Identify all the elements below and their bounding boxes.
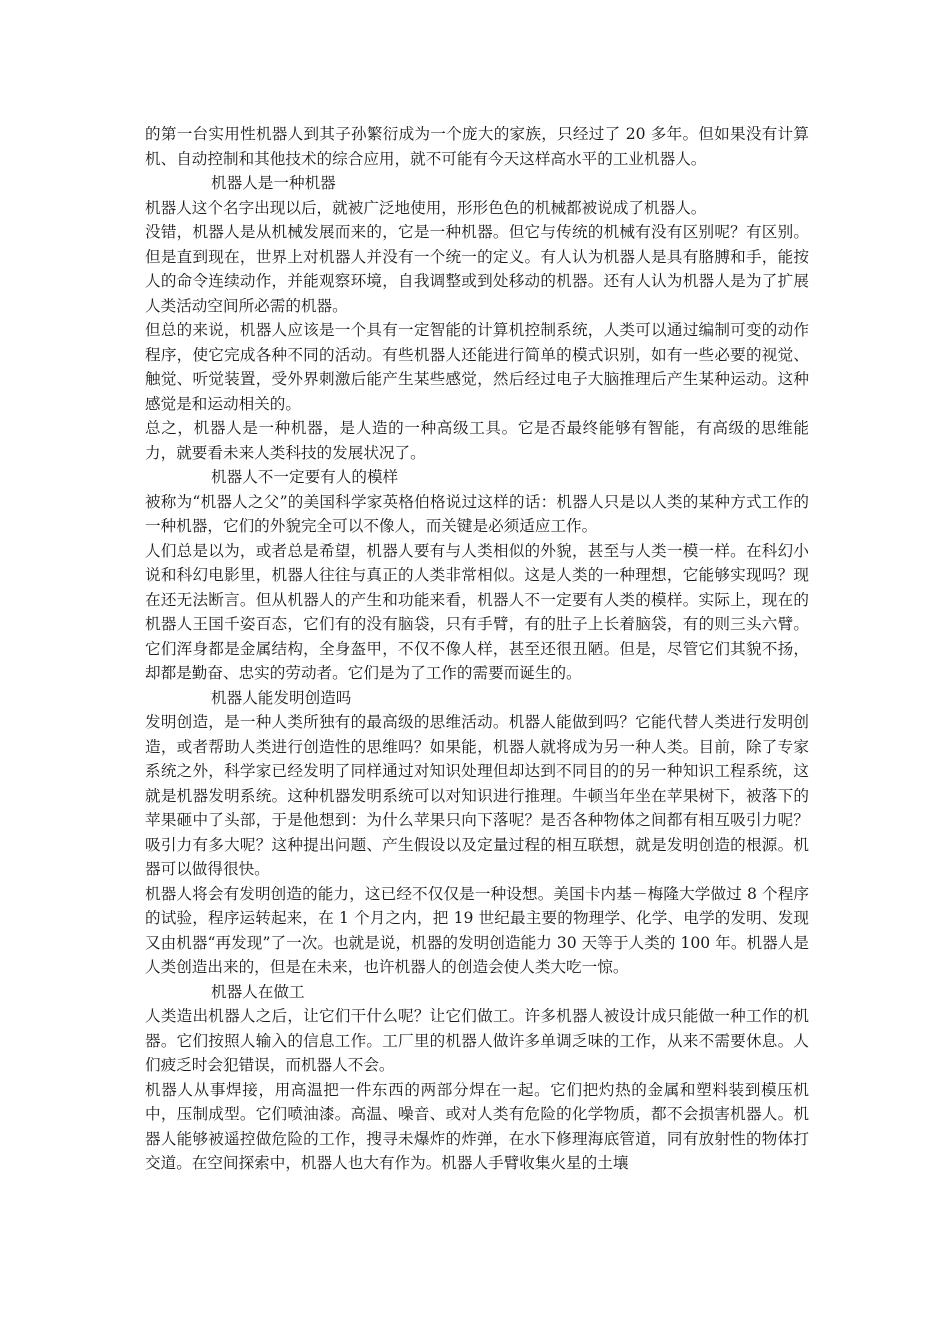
paragraph: 机器人将会有发明创造的能力，这已经不仅仅是一种设想。美国卡内基－梅隆大学做过 8 个程序的试验，程序运转起来，在 1 个月之内，把 19 世纪最主要的物理学、化学、电学的发明、发现又由机器“再发现”了一次。也就是说，机器的发明创造能力 30 天等于人类的 100 年。机器人是人类创造出来的，但是在未来，也许机器人的创造会使人类大吃一惊。 [145,884,809,976]
paragraph: 人们总是以为，或者总是希望，机器人要有与人类相似的外貌，甚至与人类一模一样。在科幻小说和科幻电影里，机器人往往与真正的人类非常相似。这是人类的一种理想，它能够实现吗？现在还无法断言。但从机器人的产生和功能来看，机器人不一定要有人类的模样。实际上，现在的机器人王国千姿百态，它们有的没有脑袋，只有手臂，有的肚子上长着脑袋，有的则三头六臂。它们浑身都是金属结构，全身盔甲，不仅不像人样，甚至还很丑陋。但是，尽管它们其貌不扬，却都是勤奋、忠实的劳动者。它们是为了工作的需要而诞生的。 [145,541,809,682]
paragraph: 的第一台实用性机器人到其子孙繁衍成为一个庞大的家族，只经过了 20 多年。但如果没有计算机、自动控制和其他技术的综合应用，就不可能有今天这样高水平的工业机器人。 [145,125,809,168]
section-heading: 机器人在做工 [211,982,305,1001]
paragraph: 发明创造，是一种人类所独有的最高级的思维活动。机器人能做到吗？它能代替人类进行发明创造，或者帮助人类进行创造性的思维吗？如果能，机器人就将成为另一种人类。目前，除了专家系统之外，科学家已经发明了同样通过对知识处理但却达到不同目的的另一种知识工程系统，这就是机器发明系统。这种机器发明系统可以对知识进行推理。牛顿当年坐在苹果树下，被落下的苹果砸中了头部，于是他想到：为什么苹果只向下落呢？是否各种物体之间都有相互吸引力呢？吸引力有多大呢？这种提出问题、产生假设以及定量过程的相互联想，就是发明创造的根源。机器可以做得很快。 [145,713,809,878]
document-page [145,122,809,1176]
paragraph: 没错，机器人是从机械发展而来的，它是一种机器。但它与传统的机械有没有区别呢？有区别。但是直到现在，世界上对机器人并没有一个统一的定义。有人认为机器人是具有胳膊和手，能按人的命令连续动作，并能观察环境，自我调整或到处移动的机器。还有人认为机器人是为了扩展人类活动空间所必需的机器。 [145,223,809,315]
section-heading: 机器人是一种机器 [211,174,336,192]
section-heading: 机器人能发明创造吗 [211,688,352,707]
paragraph: 机器人从事焊接，用高温把一件东西的两部分焊在一起。它们把灼热的金属和塑料装到模压机中，压制成型。它们喷油漆。高温、噪音、或对人类有危险的化学物质，都不会损害机器人。机器人能够被遥控做危险的工作，搜寻未爆炸的炸弹，在水下修理海底管道，同有放射性的物体打交道。在空间探索中，机器人也大有作为。机器人手臂收集火星的土壤 [145,1080,809,1172]
paragraph: 人类造出机器人之后，让它们干什么呢？让它们做工。许多机器人被设计成只能做一种工作的机器。它们按照人输入的信息工作。工厂里的机器人做许多单调乏味的工作，从来不需要休息。人们疲乏时会犯错误，而机器人不会。 [145,1007,809,1074]
paragraph: 被称为“机器人之父”的美国科学家英格伯格说过这样的话：机器人只是以人类的某种方式工作的一种机器，它们的外貌完全可以不像人，而关键是必须适应工作。 [145,492,809,535]
paragraph: 机器人这个名字出现以后，就被广泛地使用，形形色色的机械都被说成了机器人。 [145,198,707,217]
section-heading: 机器人不一定要有人的模样 [211,468,399,486]
paragraph: 总之，机器人是一种机器，是人造的一种高级工具。它是否最终能够有智能，有高级的思维能力，就要看未来人类科技的发展状况了。 [145,419,809,462]
paragraph: 但总的来说，机器人应该是一个具有一定智能的计算机控制系统，人类可以通过编制可变的动作程序，使它完成各种不同的活动。有些机器人还能进行简单的模式识别，如有一些必要的视觉、触觉、听觉装置，受外界刺激后能产生某些感觉，然后经过电子大脑推理后产生某种运动。这种感觉是和运动相关的。 [145,321,809,413]
